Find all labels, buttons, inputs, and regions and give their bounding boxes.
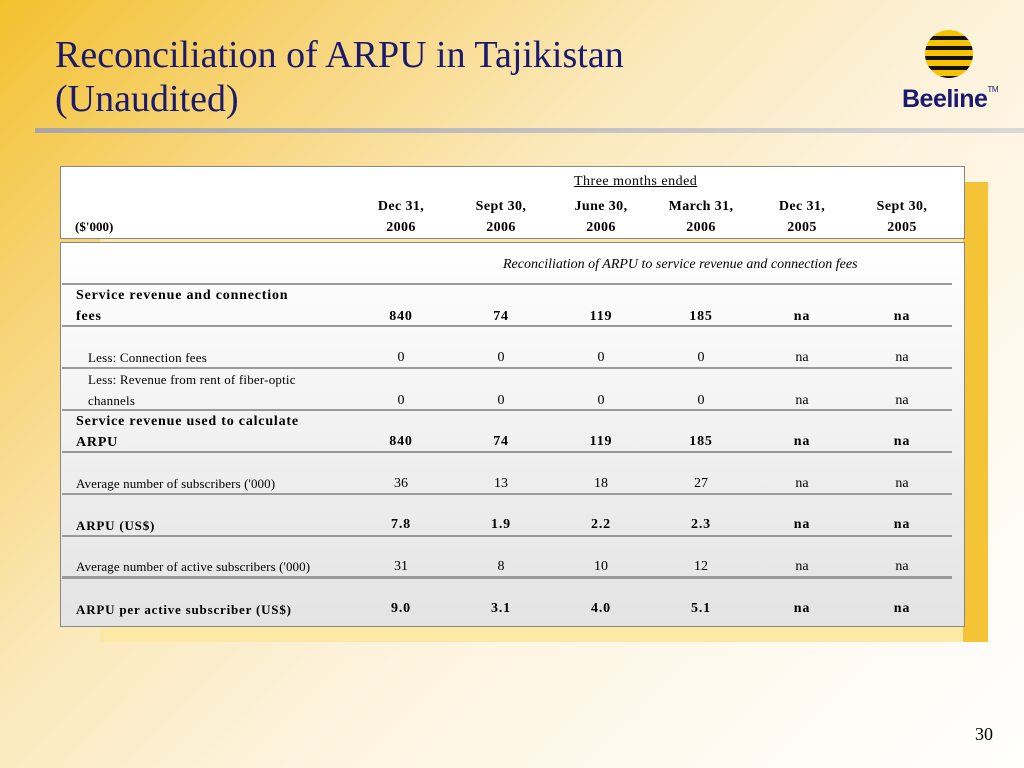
- table-cell: na: [793, 601, 811, 616]
- table-cell: 119: [589, 309, 613, 324]
- table-cell: 3.1: [491, 601, 511, 616]
- table-cell: 0: [497, 393, 505, 408]
- table-cell: 2.2: [591, 517, 611, 532]
- table-row-label: Less: Connection fees: [88, 350, 208, 365]
- table-cell: 10: [594, 559, 608, 574]
- table-cell: 18: [594, 476, 608, 491]
- column-header: March 31, 2006: [668, 199, 734, 235]
- section-title: Reconciliation of ARPU to service revenue and connection fees: [503, 257, 858, 272]
- table-cell: 185: [689, 434, 713, 449]
- bee-stripes-icon: [925, 30, 973, 78]
- table-cell: 840: [389, 434, 413, 449]
- table-row-label: Less: Revenue from rent of fiber-optic channels: [88, 372, 296, 408]
- table-row-label: Average number of active subscribers ('000): [76, 559, 311, 574]
- table-cell: na: [895, 393, 909, 408]
- table-cell: 2.3: [691, 517, 711, 532]
- table-cell: 13: [494, 476, 508, 491]
- table-cell: 7.8: [391, 517, 411, 532]
- table-cell: na: [795, 476, 809, 491]
- table-cell: na: [893, 517, 911, 532]
- table-cell: 4.0: [591, 601, 611, 616]
- table-cell: 0: [397, 393, 405, 408]
- table-cell: na: [795, 350, 809, 365]
- slide-title: [55, 33, 815, 121]
- table-cell: 31: [394, 559, 408, 574]
- slide-title-line1: Reconciliation of ARPU in Tajikistan: [55, 34, 624, 76]
- table-cell: 9.0: [391, 601, 411, 616]
- table-shadow-edge: [963, 182, 988, 642]
- table-cell: na: [893, 309, 911, 324]
- table-cell: 185: [689, 309, 713, 324]
- table-cell: 74: [493, 309, 509, 324]
- table-cell: 8: [497, 559, 505, 574]
- table-cell: 74: [493, 434, 509, 449]
- column-header: Sept 30, 2006: [475, 199, 527, 235]
- table-cell: 5.1: [691, 601, 711, 616]
- table-row-label: ARPU (US$): [76, 518, 156, 533]
- table-cell: 0: [597, 350, 605, 365]
- table-cell: 12: [694, 559, 708, 574]
- table-cell: na: [895, 559, 909, 574]
- column-header: Sept 30, 2005: [876, 199, 928, 235]
- beeline-logo: [895, 30, 1005, 120]
- table-cell: 0: [697, 393, 705, 408]
- row-divider: [62, 535, 952, 537]
- table-row-label: Service revenue used to calculate ARPU: [76, 414, 299, 450]
- table-cell: na: [893, 434, 911, 449]
- column-header: June 30, 2006: [574, 199, 628, 235]
- table-cell: 0: [597, 393, 605, 408]
- slide-title-line2: (Unaudited): [55, 78, 239, 120]
- table-cell: na: [795, 393, 809, 408]
- page-number: 30: [975, 724, 993, 744]
- table-cell: na: [893, 601, 911, 616]
- table-cell: 0: [697, 350, 705, 365]
- table-cell: na: [793, 309, 811, 324]
- table-cell: 119: [589, 434, 613, 449]
- table-row-label: ARPU per active subscriber (US$): [76, 602, 292, 617]
- group-header: Three months ended: [574, 174, 698, 189]
- column-header: Dec 31, 2005: [778, 199, 826, 235]
- unit-label: ($'000): [75, 219, 114, 234]
- column-header: Dec 31, 2006: [377, 199, 425, 235]
- table-cell: 27: [694, 476, 708, 491]
- logo-wordmark: Beeline™: [902, 85, 998, 113]
- table-cell: 0: [397, 350, 405, 365]
- table-row-label: Service revenue and connection fees: [76, 288, 289, 324]
- table-cell: na: [895, 350, 909, 365]
- table-row-label: Average number of subscribers ('000): [76, 476, 276, 491]
- table-cell: na: [793, 434, 811, 449]
- table-cell: 1.9: [491, 517, 511, 532]
- table-cell: 36: [394, 476, 408, 491]
- table-cell: na: [793, 517, 811, 532]
- title-divider: [35, 128, 1024, 133]
- table-cell: na: [795, 559, 809, 574]
- table-cell: 840: [389, 309, 413, 324]
- table-cell: na: [895, 476, 909, 491]
- table-cell: 0: [497, 350, 505, 365]
